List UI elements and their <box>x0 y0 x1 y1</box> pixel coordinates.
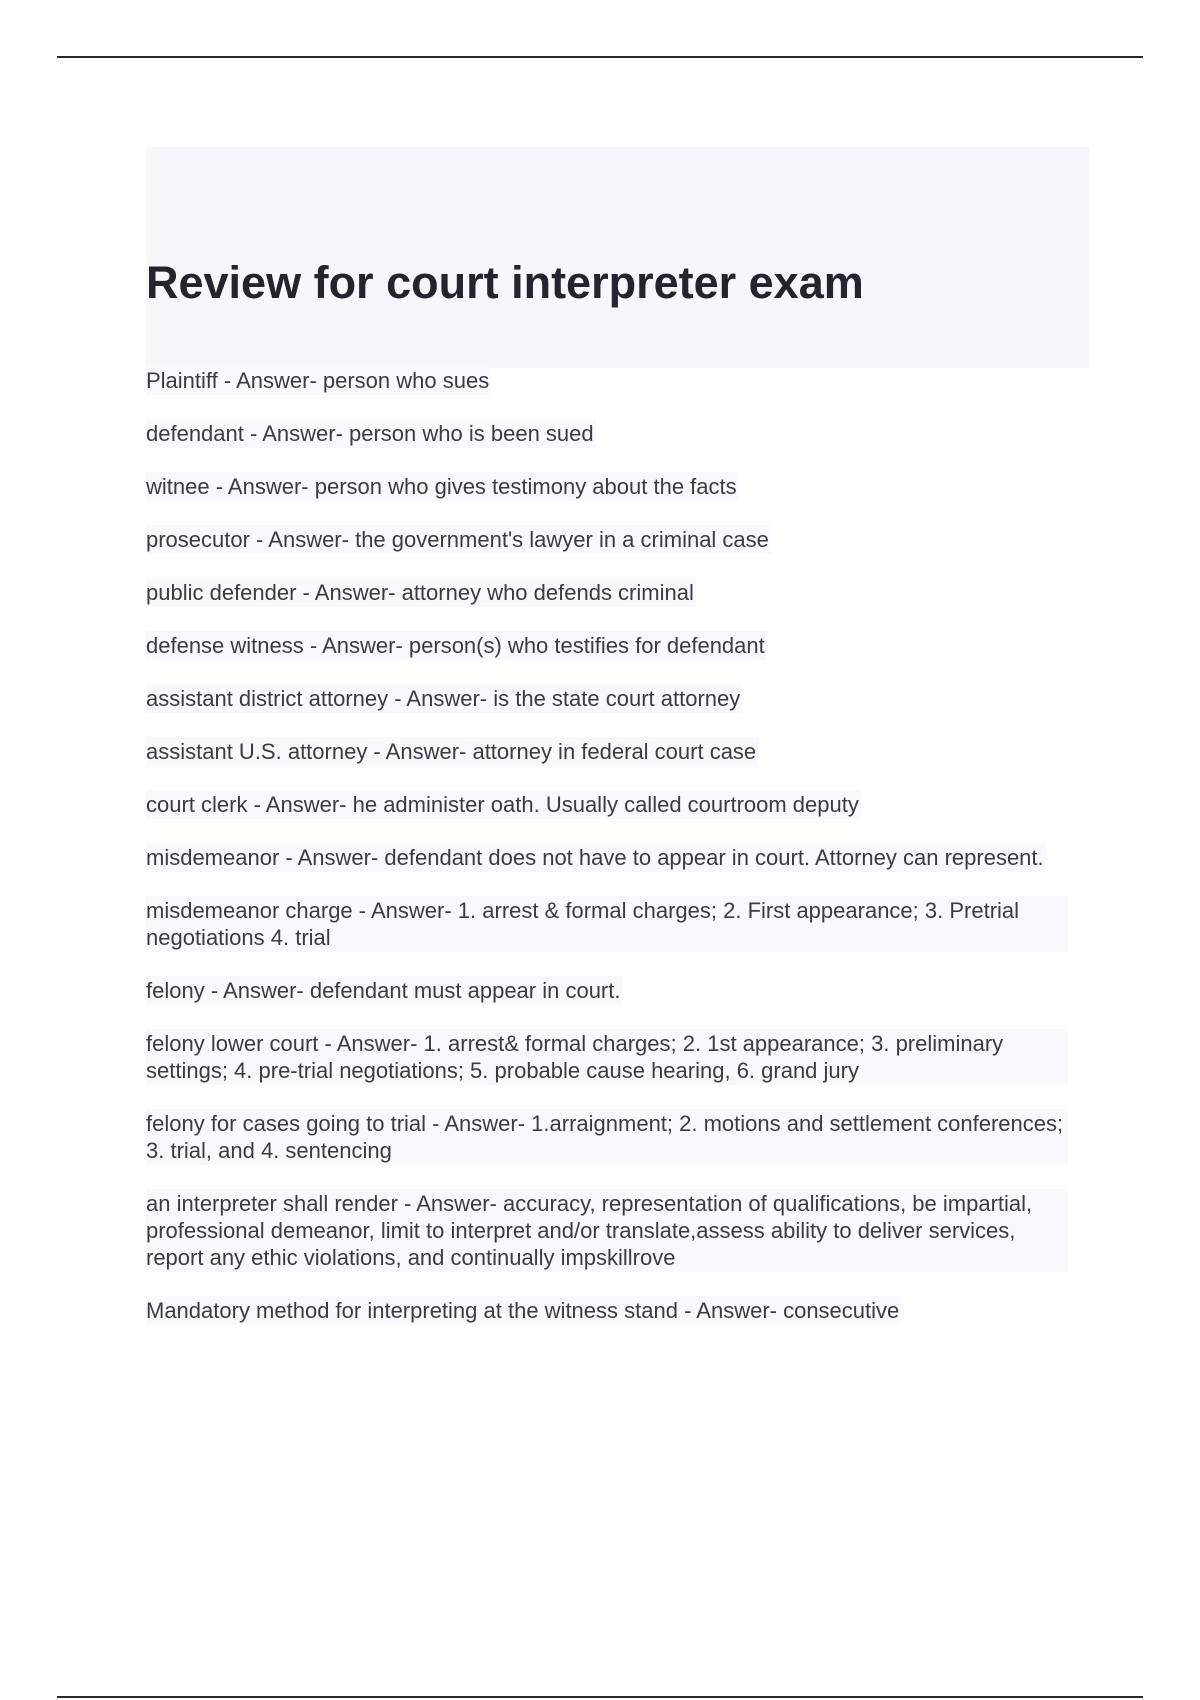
qa-text: misdemeanor charge - Answer- 1. arrest & formal charges; 2. First appearance; 3. Pretrial negotiations 4. trial <box>146 896 1068 952</box>
list-item <box>146 472 1086 501</box>
list-item <box>146 419 1086 448</box>
list-item <box>146 525 1086 554</box>
qa-text: assistant U.S. attorney - Answer- attorney in federal court case <box>146 739 757 764</box>
list-item <box>146 896 1086 952</box>
document-title: Review for court interpreter exam <box>146 257 864 308</box>
qa-text: defense witness - Answer- person(s) who testifies for defendant <box>146 633 765 658</box>
qa-text: witnee - Answer- person who gives testimony about the facts <box>146 474 737 499</box>
list-item <box>146 578 1086 607</box>
qa-text: court clerk - Answer- he administer oath. Usually called courtroom deputy <box>146 792 859 817</box>
qa-text: Mandatory method for interpreting at the witness stand - Answer- consecutive <box>146 1298 900 1323</box>
qa-text: felony for cases going to trial - Answer- 1.arraignment; 2. motions and settlement conferences; 3. trial, and 4. sentencing <box>146 1109 1068 1165</box>
list-item <box>146 1189 1086 1272</box>
list-item <box>146 684 1086 713</box>
list-item <box>146 1296 1086 1325</box>
list-item <box>146 1109 1086 1165</box>
top-divider <box>57 56 1143 58</box>
qa-text: Plaintiff - Answer- person who sues <box>146 368 490 393</box>
qa-text: prosecutor - Answer- the government's lawyer in a criminal case <box>146 527 769 552</box>
qa-text: public defender - Answer- attorney who defends criminal <box>146 580 694 605</box>
qa-text: defendant - Answer- person who is been sued <box>146 421 594 446</box>
list-item <box>146 737 1086 766</box>
list-item <box>146 1029 1086 1085</box>
bottom-divider <box>57 1696 1143 1698</box>
qa-list <box>146 366 1086 1349</box>
qa-text: assistant district attorney - Answer- is the state court attorney <box>146 686 741 711</box>
qa-text: felony lower court - Answer- 1. arrest& formal charges; 2. 1st appearance; 3. preliminary settings; 4. pre-trial negotiations; 5. probable cause hearing, 6. grand jury <box>146 1029 1068 1085</box>
list-item <box>146 843 1086 872</box>
list-item <box>146 631 1086 660</box>
qa-text: misdemeanor - Answer- defendant does not have to appear in court. Attorney can represent. <box>146 845 1044 870</box>
qa-text: felony - Answer- defendant must appear in court. <box>146 978 621 1003</box>
title-banner <box>146 147 1089 368</box>
qa-text: an interpreter shall render - Answer- accuracy, representation of qualifications, be impartial, professional demeanor, limit to interpret and/or translate,assess ability to deliver services, report any ethic violations, and continually impskillrove <box>146 1189 1068 1272</box>
list-item <box>146 366 1086 395</box>
list-item <box>146 976 1086 1005</box>
list-item <box>146 790 1086 819</box>
